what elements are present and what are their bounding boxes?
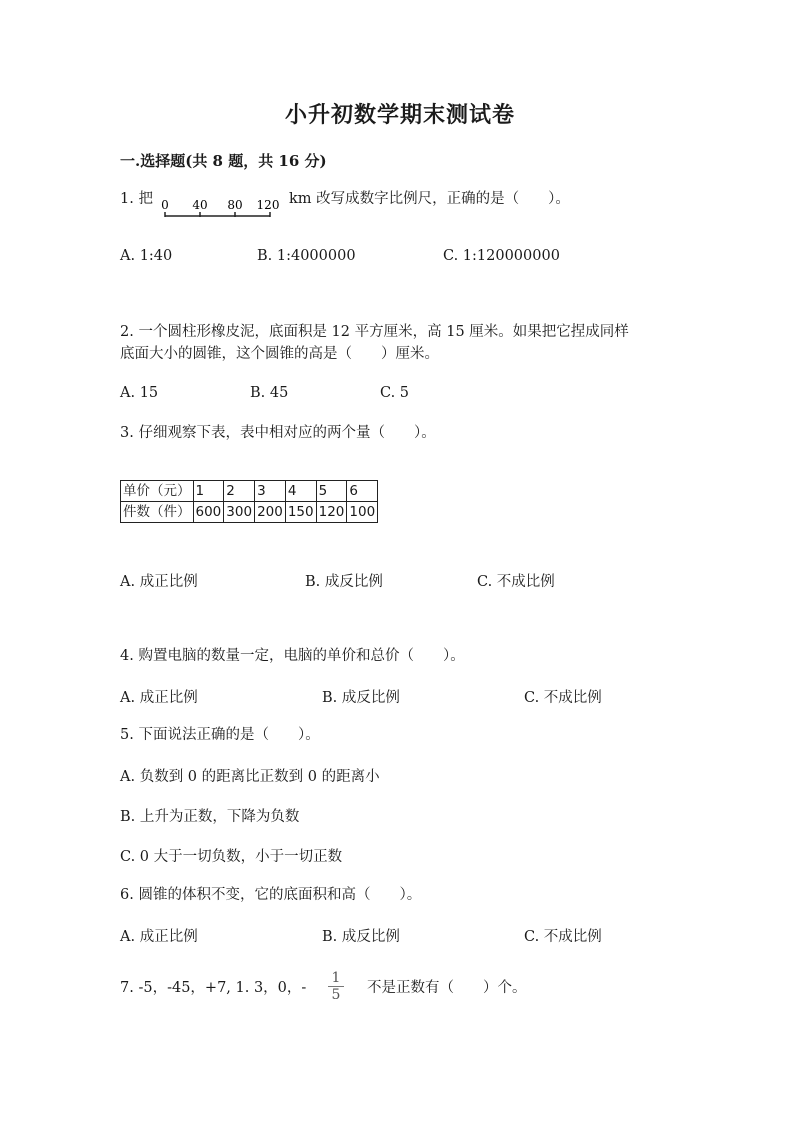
q1-prefix: 1. 把 xyxy=(120,191,153,207)
q6-option-c[interactable]: C. 不成比例 xyxy=(524,929,602,945)
q1-option-c[interactable]: C. 1:120000000 xyxy=(443,248,560,264)
q5-option-a[interactable]: A. 负数到 0 的距离比正数到 0 的距离小 xyxy=(120,769,380,785)
q6-text: 6. 圆锥的体积不变，它的底面积和高（ ）。 xyxy=(120,887,422,903)
q7-prefix: 7. -5，-45，+7, 1. 3，0，- xyxy=(120,980,307,996)
fraction-one-fifth xyxy=(328,970,344,1003)
q5-option-c[interactable]: C. 0 大于一切负数，小于一切正数 xyxy=(120,849,343,865)
q2-line1: 2. 一个圆柱形橡皮泥，底面积是 12 平方厘米，高 15 厘米。如果把它捏成同样 xyxy=(120,324,629,340)
table-cell: 120 xyxy=(316,502,347,523)
q2-option-c[interactable]: C. 5 xyxy=(380,385,410,401)
fraction-denominator: 5 xyxy=(331,987,341,1003)
table-cell: 1 xyxy=(193,481,224,502)
q5-text: 5. 下面说法正确的是（ ）。 xyxy=(120,727,320,743)
table-cell: 3 xyxy=(255,481,286,502)
scale-bar xyxy=(160,192,285,222)
table-row xyxy=(121,502,378,523)
table-cell: 150 xyxy=(285,502,316,523)
scale-tick-label: 80 xyxy=(227,198,243,212)
table-cell: 6 xyxy=(347,481,378,502)
table-cell: 300 xyxy=(224,502,255,523)
table-cell: 件数（件） xyxy=(121,502,194,523)
scale-tick-label: 120 xyxy=(256,198,280,212)
table-cell: 单价（元） xyxy=(121,481,194,502)
table-cell: 2 xyxy=(224,481,255,502)
q7-suffix: 不是正数有（ ）个。 xyxy=(367,980,527,996)
scale-tick-label: 0 xyxy=(161,198,169,212)
table-cell: 5 xyxy=(316,481,347,502)
page-title: 小升初数学期末测试卷 xyxy=(284,102,515,128)
q3-text: 3. 仔细观察下表，表中相对应的两个量（ ）。 xyxy=(120,425,436,441)
q6-option-b[interactable]: B. 成反比例 xyxy=(322,929,400,945)
q3-option-a[interactable]: A. 成正比例 xyxy=(120,574,198,590)
q1-option-b[interactable]: B. 1:4000000 xyxy=(257,248,356,264)
q5-option-b[interactable]: B. 上升为正数，下降为负数 xyxy=(120,809,300,825)
q2-option-a[interactable]: A. 15 xyxy=(120,385,159,401)
scale-bar-graphic xyxy=(160,192,285,222)
q1-suffix: km 改写成数字比例尺，正确的是（ ）。 xyxy=(289,191,570,207)
q1-option-a[interactable]: A. 1:40 xyxy=(120,248,173,264)
section-heading: 一.选择题(共 8 题，共 16 分) xyxy=(120,152,327,170)
q4-option-a[interactable]: A. 成正比例 xyxy=(120,690,198,706)
table-row xyxy=(121,481,378,502)
price-quantity-table xyxy=(120,480,378,523)
q2-option-b[interactable]: B. 45 xyxy=(250,385,289,401)
table-cell: 4 xyxy=(285,481,316,502)
q4-text: 4. 购置电脑的数量一定，电脑的单价和总价（ ）。 xyxy=(120,648,465,664)
q2-line2: 底面大小的圆锥，这个圆锥的高是（ ）厘米。 xyxy=(120,346,439,362)
table-cell: 600 xyxy=(193,502,224,523)
q4-option-b[interactable]: B. 成反比例 xyxy=(322,690,400,706)
table-cell: 100 xyxy=(347,502,378,523)
q3-option-b[interactable]: B. 成反比例 xyxy=(305,574,383,590)
q6-option-a[interactable]: A. 成正比例 xyxy=(120,929,198,945)
q4-option-c[interactable]: C. 不成比例 xyxy=(524,690,602,706)
table-cell: 200 xyxy=(255,502,286,523)
fraction-numerator: 1 xyxy=(328,970,344,987)
scale-tick-label: 40 xyxy=(192,198,208,212)
q3-option-c[interactable]: C. 不成比例 xyxy=(477,574,555,590)
